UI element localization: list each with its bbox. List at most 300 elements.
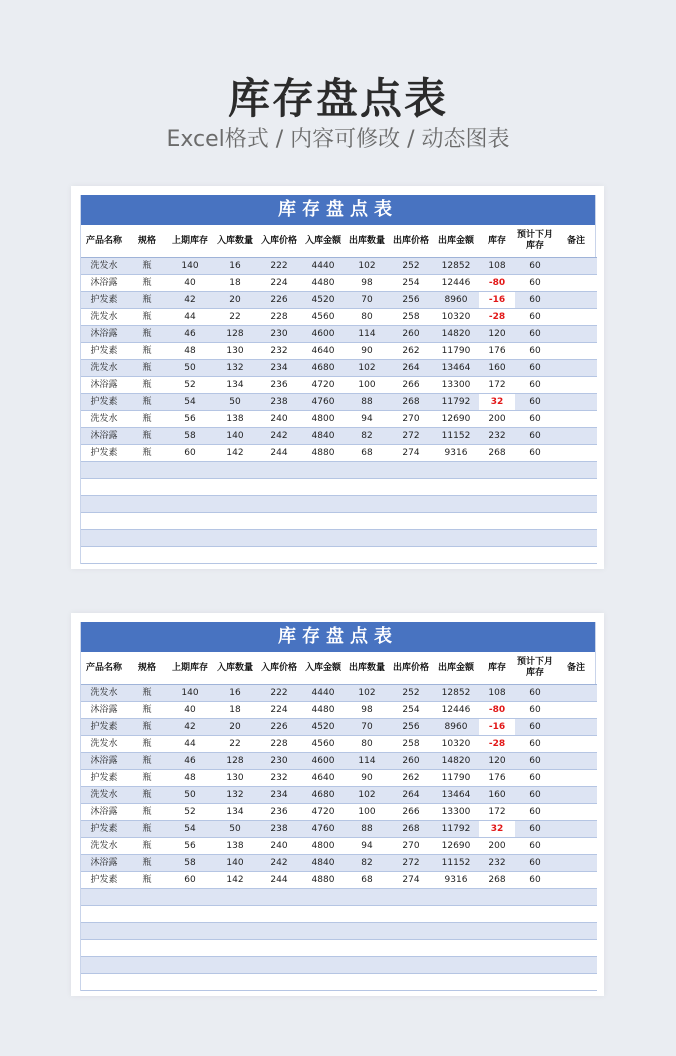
table-cell[interactable]: 100 [345, 804, 389, 821]
table-cell[interactable]: 132 [213, 787, 257, 804]
empty-cell[interactable] [479, 974, 515, 991]
empty-cell[interactable] [515, 530, 555, 547]
empty-cell[interactable] [433, 923, 479, 940]
table-cell[interactable]: 60 [515, 685, 555, 702]
table-cell[interactable]: 11152 [433, 428, 479, 445]
table-cell[interactable]: 230 [257, 753, 301, 770]
table-cell[interactable]: 洗发水 [81, 736, 127, 753]
table-cell[interactable]: 82 [345, 855, 389, 872]
table-cell[interactable]: 4640 [301, 770, 345, 787]
table-cell[interactable]: 232 [257, 343, 301, 360]
empty-cell[interactable] [257, 957, 301, 974]
table-cell[interactable] [555, 872, 597, 889]
empty-cell[interactable] [257, 496, 301, 513]
empty-cell[interactable] [479, 496, 515, 513]
table-cell[interactable]: 58 [167, 428, 213, 445]
table-cell[interactable]: 130 [213, 770, 257, 787]
empty-cell[interactable] [167, 940, 213, 957]
table-cell[interactable]: 268 [389, 394, 433, 411]
table-cell[interactable] [555, 753, 597, 770]
table-cell[interactable]: 瓶 [127, 360, 167, 377]
table-cell[interactable]: 4480 [301, 702, 345, 719]
table-cell[interactable]: 200 [479, 411, 515, 428]
empty-cell[interactable] [213, 957, 257, 974]
table-cell[interactable]: 176 [479, 343, 515, 360]
empty-cell[interactable] [167, 923, 213, 940]
table-cell[interactable]: 12690 [433, 838, 479, 855]
empty-cell[interactable] [301, 974, 345, 991]
table-cell[interactable]: 50 [213, 821, 257, 838]
table-cell[interactable]: 瓶 [127, 377, 167, 394]
table-cell[interactable]: 沐浴露 [81, 702, 127, 719]
table-cell[interactable]: 98 [345, 275, 389, 292]
table-cell[interactable] [555, 821, 597, 838]
empty-cell[interactable] [127, 957, 167, 974]
table-cell[interactable]: 瓶 [127, 804, 167, 821]
empty-cell[interactable] [81, 462, 127, 479]
empty-cell[interactable] [257, 906, 301, 923]
table-cell[interactable]: 8960 [433, 719, 479, 736]
table-cell[interactable]: 120 [479, 753, 515, 770]
table-cell[interactable]: 护发素 [81, 872, 127, 889]
table-cell[interactable]: 沐浴露 [81, 428, 127, 445]
table-cell[interactable]: 226 [257, 719, 301, 736]
empty-cell[interactable] [301, 940, 345, 957]
empty-cell[interactable] [81, 513, 127, 530]
table-cell[interactable]: 264 [389, 360, 433, 377]
table-cell[interactable] [555, 292, 597, 309]
empty-cell[interactable] [345, 513, 389, 530]
empty-cell[interactable] [81, 906, 127, 923]
table-cell[interactable]: 140 [213, 428, 257, 445]
empty-cell[interactable] [345, 462, 389, 479]
empty-cell[interactable] [127, 974, 167, 991]
empty-cell[interactable] [127, 479, 167, 496]
table-cell[interactable]: 60 [515, 258, 555, 275]
table-cell[interactable]: 102 [345, 360, 389, 377]
table-cell[interactable]: 洗发水 [81, 309, 127, 326]
table-cell[interactable]: 48 [167, 770, 213, 787]
empty-cell[interactable] [479, 530, 515, 547]
table-cell[interactable]: 洗发水 [81, 838, 127, 855]
empty-cell[interactable] [555, 530, 597, 547]
empty-cell[interactable] [389, 923, 433, 940]
empty-cell[interactable] [81, 923, 127, 940]
table-cell[interactable]: 4840 [301, 855, 345, 872]
empty-cell[interactable] [389, 513, 433, 530]
table-cell[interactable]: 102 [345, 787, 389, 804]
empty-cell[interactable] [213, 496, 257, 513]
empty-cell[interactable] [127, 906, 167, 923]
empty-cell[interactable] [167, 530, 213, 547]
table-cell[interactable]: 瓶 [127, 702, 167, 719]
table-cell[interactable]: 11790 [433, 770, 479, 787]
empty-cell[interactable] [213, 974, 257, 991]
table-cell[interactable]: 60 [515, 872, 555, 889]
table-cell[interactable]: 82 [345, 428, 389, 445]
empty-cell[interactable] [515, 923, 555, 940]
table-cell[interactable]: -80 [479, 275, 515, 292]
empty-cell[interactable] [389, 530, 433, 547]
empty-cell[interactable] [345, 496, 389, 513]
table-cell[interactable]: 242 [257, 428, 301, 445]
empty-cell[interactable] [515, 513, 555, 530]
table-cell[interactable]: 瓶 [127, 394, 167, 411]
table-cell[interactable] [555, 736, 597, 753]
table-cell[interactable]: 60 [515, 343, 555, 360]
empty-cell[interactable] [257, 530, 301, 547]
table-cell[interactable]: 11790 [433, 343, 479, 360]
empty-cell[interactable] [81, 940, 127, 957]
table-cell[interactable]: 90 [345, 770, 389, 787]
table-cell[interactable]: 242 [257, 855, 301, 872]
empty-cell[interactable] [389, 957, 433, 974]
table-cell[interactable]: 244 [257, 445, 301, 462]
empty-cell[interactable] [127, 923, 167, 940]
table-cell[interactable] [555, 719, 597, 736]
table-cell[interactable]: 护发素 [81, 292, 127, 309]
table-cell[interactable]: 256 [389, 292, 433, 309]
empty-cell[interactable] [167, 889, 213, 906]
empty-cell[interactable] [389, 906, 433, 923]
table-cell[interactable]: 60 [515, 821, 555, 838]
empty-cell[interactable] [389, 496, 433, 513]
empty-cell[interactable] [433, 974, 479, 991]
table-cell[interactable] [555, 445, 597, 462]
empty-cell[interactable] [257, 923, 301, 940]
table-cell[interactable]: 46 [167, 326, 213, 343]
empty-cell[interactable] [301, 496, 345, 513]
table-cell[interactable]: 160 [479, 360, 515, 377]
empty-cell[interactable] [555, 547, 597, 564]
table-cell[interactable]: 11792 [433, 821, 479, 838]
empty-cell[interactable] [555, 974, 597, 991]
table-cell[interactable]: 13464 [433, 787, 479, 804]
table-cell[interactable] [555, 343, 597, 360]
empty-cell[interactable] [479, 462, 515, 479]
empty-cell[interactable] [345, 479, 389, 496]
table-cell[interactable]: 224 [257, 275, 301, 292]
empty-cell[interactable] [127, 513, 167, 530]
table-cell[interactable]: 172 [479, 377, 515, 394]
table-cell[interactable]: 4840 [301, 428, 345, 445]
table-cell[interactable]: 100 [345, 377, 389, 394]
table-cell[interactable]: 80 [345, 736, 389, 753]
table-cell[interactable]: 13300 [433, 377, 479, 394]
table-cell[interactable]: 60 [515, 753, 555, 770]
table-cell[interactable] [555, 855, 597, 872]
table-cell[interactable]: 254 [389, 702, 433, 719]
table-cell[interactable]: 60 [515, 838, 555, 855]
table-cell[interactable]: 60 [515, 411, 555, 428]
table-cell[interactable]: 60 [515, 394, 555, 411]
empty-cell[interactable] [515, 462, 555, 479]
empty-cell[interactable] [257, 547, 301, 564]
table-cell[interactable]: 洗发水 [81, 258, 127, 275]
table-cell[interactable]: 13464 [433, 360, 479, 377]
table-cell[interactable]: 4440 [301, 258, 345, 275]
table-cell[interactable]: 4760 [301, 394, 345, 411]
table-cell[interactable]: 12690 [433, 411, 479, 428]
table-cell[interactable]: 瓶 [127, 258, 167, 275]
table-cell[interactable]: 46 [167, 753, 213, 770]
empty-cell[interactable] [213, 513, 257, 530]
empty-cell[interactable] [389, 462, 433, 479]
table-cell[interactable]: 236 [257, 377, 301, 394]
table-cell[interactable]: 60 [167, 872, 213, 889]
empty-cell[interactable] [433, 496, 479, 513]
table-cell[interactable]: 瓶 [127, 343, 167, 360]
table-cell[interactable]: 16 [213, 258, 257, 275]
table-cell[interactable]: 256 [389, 719, 433, 736]
table-cell[interactable]: -16 [479, 292, 515, 309]
empty-cell[interactable] [257, 889, 301, 906]
table-cell[interactable]: 4720 [301, 804, 345, 821]
table-cell[interactable]: 56 [167, 838, 213, 855]
table-cell[interactable]: 60 [515, 275, 555, 292]
table-cell[interactable]: 240 [257, 411, 301, 428]
empty-cell[interactable] [345, 923, 389, 940]
table-cell[interactable]: 94 [345, 838, 389, 855]
table-cell[interactable]: 98 [345, 702, 389, 719]
table-cell[interactable]: 134 [213, 377, 257, 394]
empty-cell[interactable] [555, 889, 597, 906]
table-cell[interactable]: 瓶 [127, 309, 167, 326]
empty-cell[interactable] [167, 974, 213, 991]
table-cell[interactable]: 瓶 [127, 428, 167, 445]
table-cell[interactable]: 80 [345, 309, 389, 326]
empty-cell[interactable] [167, 513, 213, 530]
table-cell[interactable]: 58 [167, 855, 213, 872]
table-cell[interactable]: 18 [213, 702, 257, 719]
table-cell[interactable]: 32 [479, 821, 515, 838]
empty-cell[interactable] [479, 923, 515, 940]
table-cell[interactable]: 264 [389, 787, 433, 804]
table-cell[interactable]: 40 [167, 275, 213, 292]
table-cell[interactable]: 252 [389, 258, 433, 275]
empty-cell[interactable] [479, 479, 515, 496]
table-cell[interactable] [555, 411, 597, 428]
empty-cell[interactable] [345, 547, 389, 564]
empty-cell[interactable] [81, 957, 127, 974]
empty-cell[interactable] [389, 940, 433, 957]
table-cell[interactable]: 270 [389, 838, 433, 855]
table-cell[interactable]: 260 [389, 753, 433, 770]
empty-cell[interactable] [389, 889, 433, 906]
empty-cell[interactable] [81, 530, 127, 547]
table-cell[interactable]: 114 [345, 753, 389, 770]
table-cell[interactable]: 60 [515, 736, 555, 753]
empty-cell[interactable] [257, 479, 301, 496]
empty-cell[interactable] [301, 889, 345, 906]
table-cell[interactable]: 洗发水 [81, 411, 127, 428]
table-cell[interactable]: 230 [257, 326, 301, 343]
empty-cell[interactable] [515, 940, 555, 957]
empty-cell[interactable] [479, 889, 515, 906]
empty-cell[interactable] [167, 547, 213, 564]
table-cell[interactable]: 60 [515, 428, 555, 445]
empty-cell[interactable] [127, 889, 167, 906]
table-cell[interactable]: 108 [479, 258, 515, 275]
empty-cell[interactable] [167, 479, 213, 496]
table-cell[interactable]: 236 [257, 804, 301, 821]
empty-cell[interactable] [515, 496, 555, 513]
table-cell[interactable]: 102 [345, 258, 389, 275]
table-cell[interactable]: 瓶 [127, 736, 167, 753]
table-cell[interactable]: 瓶 [127, 787, 167, 804]
table-cell[interactable]: 108 [479, 685, 515, 702]
table-cell[interactable]: 132 [213, 360, 257, 377]
table-cell[interactable] [555, 326, 597, 343]
table-cell[interactable]: 10320 [433, 736, 479, 753]
table-cell[interactable]: 4560 [301, 309, 345, 326]
empty-cell[interactable] [479, 940, 515, 957]
empty-cell[interactable] [433, 889, 479, 906]
empty-cell[interactable] [301, 479, 345, 496]
table-cell[interactable]: 268 [479, 445, 515, 462]
empty-cell[interactable] [257, 974, 301, 991]
table-cell[interactable]: 68 [345, 445, 389, 462]
table-cell[interactable]: 60 [515, 702, 555, 719]
empty-cell[interactable] [555, 906, 597, 923]
empty-cell[interactable] [257, 940, 301, 957]
empty-cell[interactable] [127, 547, 167, 564]
table-cell[interactable]: 102 [345, 685, 389, 702]
empty-cell[interactable] [127, 496, 167, 513]
table-cell[interactable]: 44 [167, 309, 213, 326]
table-cell[interactable]: 200 [479, 838, 515, 855]
table-cell[interactable]: 沐浴露 [81, 275, 127, 292]
table-cell[interactable]: -28 [479, 309, 515, 326]
table-cell[interactable]: 54 [167, 821, 213, 838]
table-cell[interactable]: 洗发水 [81, 685, 127, 702]
table-cell[interactable]: 258 [389, 736, 433, 753]
empty-cell[interactable] [301, 923, 345, 940]
empty-cell[interactable] [479, 957, 515, 974]
empty-cell[interactable] [389, 974, 433, 991]
table-cell[interactable]: 60 [167, 445, 213, 462]
table-cell[interactable]: 266 [389, 804, 433, 821]
table-cell[interactable]: 134 [213, 804, 257, 821]
table-cell[interactable] [555, 309, 597, 326]
empty-cell[interactable] [127, 940, 167, 957]
table-cell[interactable]: 60 [515, 309, 555, 326]
empty-cell[interactable] [81, 479, 127, 496]
table-cell[interactable]: 护发素 [81, 343, 127, 360]
table-cell[interactable]: 4640 [301, 343, 345, 360]
table-cell[interactable]: 142 [213, 445, 257, 462]
table-cell[interactable]: 瓶 [127, 326, 167, 343]
empty-cell[interactable] [555, 957, 597, 974]
table-cell[interactable]: 32 [479, 394, 515, 411]
table-cell[interactable] [555, 394, 597, 411]
table-cell[interactable]: 226 [257, 292, 301, 309]
table-cell[interactable]: 4800 [301, 411, 345, 428]
table-cell[interactable]: 56 [167, 411, 213, 428]
table-cell[interactable]: 240 [257, 838, 301, 855]
empty-cell[interactable] [81, 547, 127, 564]
table-cell[interactable]: 254 [389, 275, 433, 292]
table-cell[interactable]: 252 [389, 685, 433, 702]
table-cell[interactable]: 60 [515, 445, 555, 462]
table-cell[interactable]: 瓶 [127, 770, 167, 787]
table-cell[interactable]: 60 [515, 377, 555, 394]
empty-cell[interactable] [433, 906, 479, 923]
table-cell[interactable]: 142 [213, 872, 257, 889]
table-cell[interactable]: 4560 [301, 736, 345, 753]
empty-cell[interactable] [213, 889, 257, 906]
empty-cell[interactable] [515, 547, 555, 564]
table-cell[interactable]: 138 [213, 411, 257, 428]
table-cell[interactable]: 232 [479, 428, 515, 445]
table-cell[interactable] [555, 377, 597, 394]
table-cell[interactable]: 260 [389, 326, 433, 343]
table-cell[interactable]: 瓶 [127, 838, 167, 855]
table-cell[interactable] [555, 428, 597, 445]
table-cell[interactable]: 172 [479, 804, 515, 821]
table-cell[interactable]: 228 [257, 309, 301, 326]
empty-cell[interactable] [433, 513, 479, 530]
table-cell[interactable]: 44 [167, 736, 213, 753]
table-cell[interactable]: 22 [213, 309, 257, 326]
table-cell[interactable]: 瓶 [127, 872, 167, 889]
empty-cell[interactable] [127, 462, 167, 479]
empty-cell[interactable] [345, 889, 389, 906]
table-cell[interactable]: 瓶 [127, 445, 167, 462]
empty-cell[interactable] [301, 513, 345, 530]
empty-cell[interactable] [515, 906, 555, 923]
table-cell[interactable]: 瓶 [127, 292, 167, 309]
table-cell[interactable]: 268 [479, 872, 515, 889]
table-cell[interactable]: 272 [389, 428, 433, 445]
table-cell[interactable]: 244 [257, 872, 301, 889]
table-cell[interactable]: 114 [345, 326, 389, 343]
empty-cell[interactable] [167, 957, 213, 974]
table-cell[interactable]: 138 [213, 838, 257, 855]
table-cell[interactable]: -80 [479, 702, 515, 719]
empty-cell[interactable] [555, 923, 597, 940]
table-cell[interactable]: 60 [515, 360, 555, 377]
table-cell[interactable]: 护发素 [81, 445, 127, 462]
table-cell[interactable]: 10320 [433, 309, 479, 326]
table-cell[interactable] [555, 685, 597, 702]
empty-cell[interactable] [433, 462, 479, 479]
table-cell[interactable]: 瓶 [127, 719, 167, 736]
table-cell[interactable]: 12446 [433, 702, 479, 719]
table-cell[interactable]: 232 [479, 855, 515, 872]
table-cell[interactable]: 272 [389, 855, 433, 872]
empty-cell[interactable] [433, 547, 479, 564]
empty-cell[interactable] [213, 547, 257, 564]
empty-cell[interactable] [167, 906, 213, 923]
table-cell[interactable]: 228 [257, 736, 301, 753]
table-cell[interactable]: 70 [345, 719, 389, 736]
table-cell[interactable]: 50 [167, 360, 213, 377]
table-cell[interactable]: 12852 [433, 258, 479, 275]
table-cell[interactable]: 238 [257, 821, 301, 838]
table-cell[interactable]: 176 [479, 770, 515, 787]
table-cell[interactable] [555, 258, 597, 275]
table-cell[interactable]: 60 [515, 719, 555, 736]
table-cell[interactable]: 洗发水 [81, 787, 127, 804]
empty-cell[interactable] [301, 530, 345, 547]
table-cell[interactable]: 4880 [301, 872, 345, 889]
table-cell[interactable]: 12852 [433, 685, 479, 702]
table-cell[interactable]: 4880 [301, 445, 345, 462]
table-cell[interactable]: 130 [213, 343, 257, 360]
table-cell[interactable]: 4520 [301, 292, 345, 309]
empty-cell[interactable] [257, 513, 301, 530]
